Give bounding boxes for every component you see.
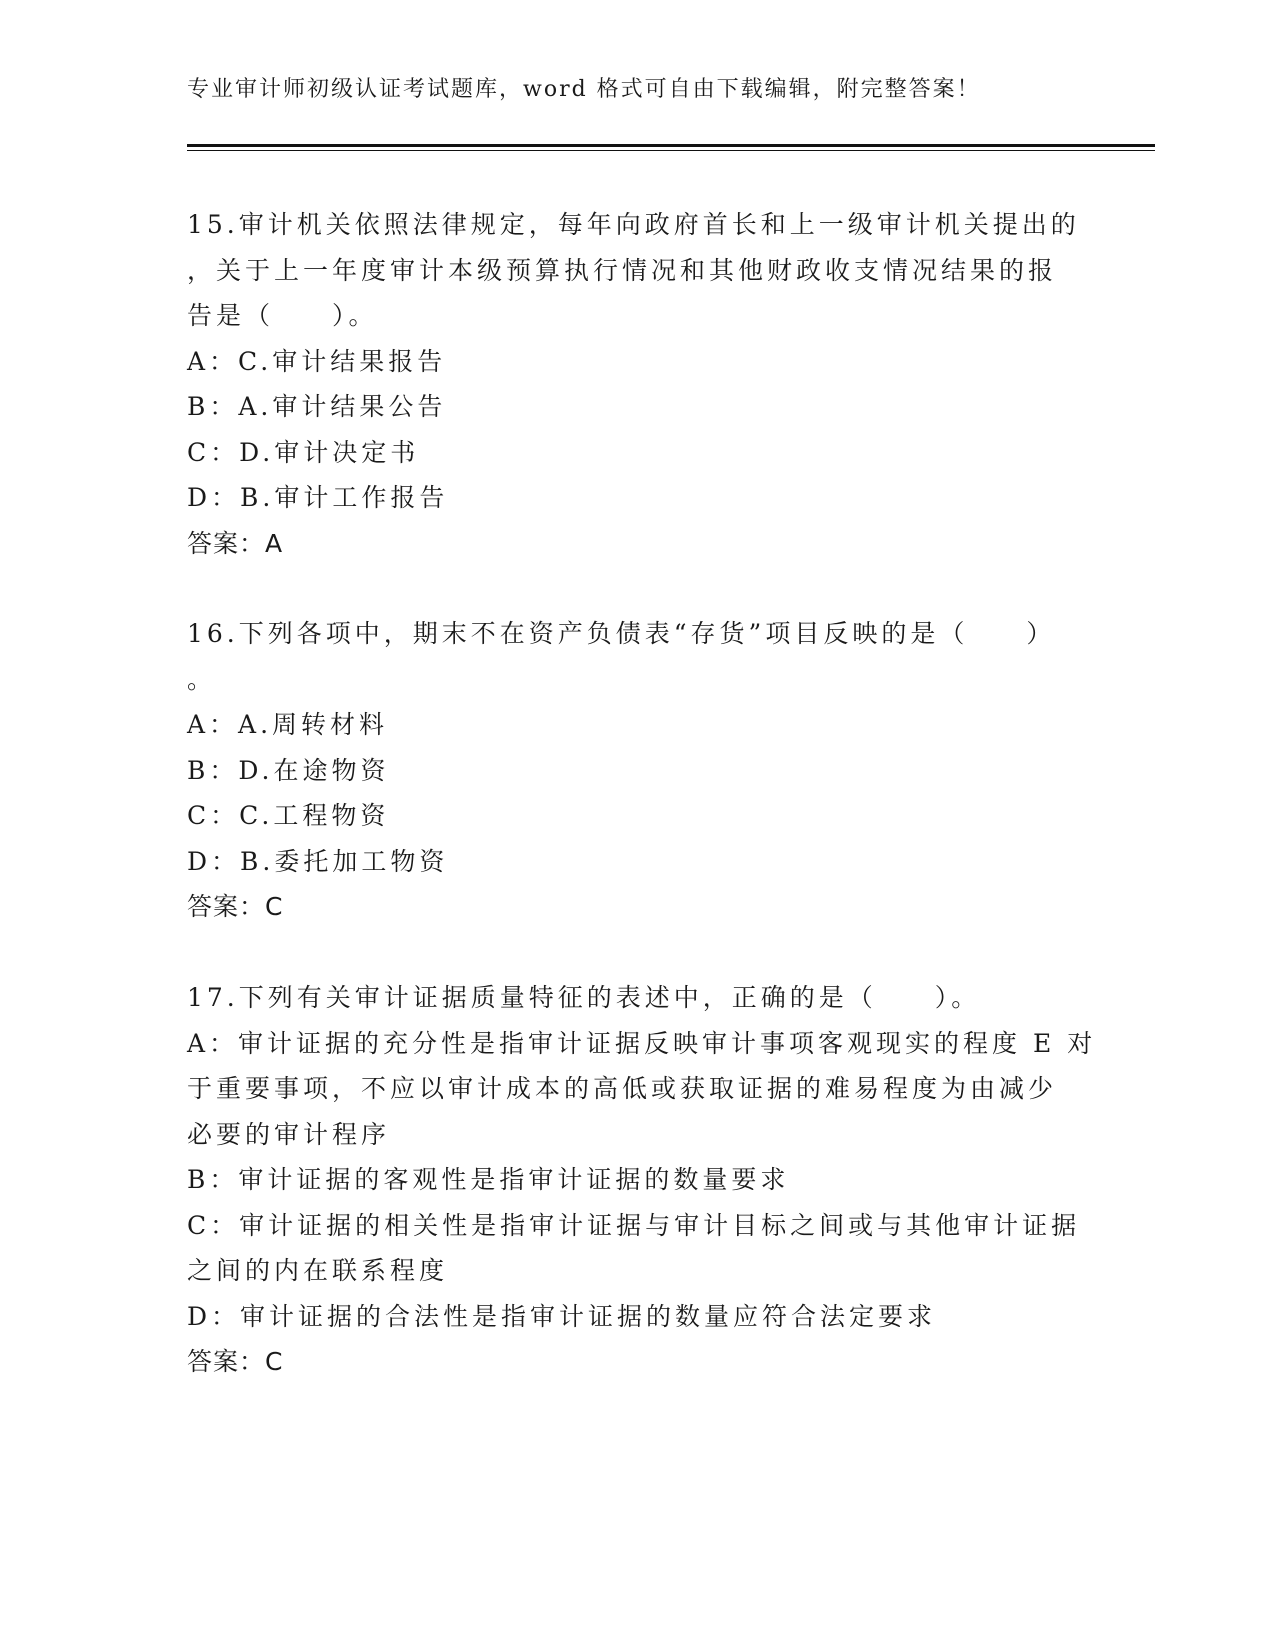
header-rule-thin [187,150,1155,151]
option-a: A：C.审计结果报告 [187,346,447,376]
question-15 [187,202,1080,566]
header-rule-thick [187,144,1155,147]
option-a-continued: 于重要事项，不应以审计成本的高低或获取证据的难易程度为由减少 [187,1074,1058,1103]
question-16 [187,611,1077,930]
question-17 [187,975,1097,1385]
option-b: B：A.审计结果公告 [187,392,447,421]
option-b: B：审计证据的客观性是指审计证据的数量要求 [187,1165,790,1194]
option-d: D：B.委托加工物资 [187,846,449,876]
option-a-continued: 必要的审计程序 [187,1119,391,1149]
option-c-continued: 之间的内在联系程度 [187,1256,449,1285]
option-c: C：C.工程物资 [187,801,390,830]
question-stem-line: 。 [187,664,217,694]
option-a: A：A.周转材料 [187,710,389,739]
answer-line: 答案：A [187,528,284,558]
answer-line: 答案：C [187,1347,284,1376]
question-stem-line: 16.下列各项中，期末不在资产负债表“存货”项目反映的是（ ） [187,619,1056,648]
question-stem-line: 告是（ ）。 [187,301,378,330]
option-b: B：D.在途物资 [187,755,390,785]
question-stem-line: 17.下列有关审计证据质量特征的表述中，正确的是（ ）。 [187,983,981,1012]
option-d: D：B.审计工作报告 [187,483,449,512]
question-stem-line: 15.审计机关依照法律规定，每年向政府首长和上一级审计机关提出的 [187,210,1080,239]
question-stem-line: ，关于上一年度审计本级预算执行情况和其他财政收支情况结果的报 [187,255,1058,285]
answer-line: 答案：C [187,892,284,921]
option-c: C：审计证据的相关性是指审计证据与审计目标之间或与其他审计证据 [187,1210,1081,1240]
page-header: 专业审计师初级认证考试题库，word 格式可自由下载编辑，附完整答案！ [187,77,981,102]
option-c: C：D.审计决定书 [187,437,420,467]
option-a: A：审计证据的充分性是指审计证据反映审计事项客观现实的程度 E 对 [187,1028,1097,1058]
option-d: D：审计证据的合法性是指审计证据的数量应符合法定要求 [187,1301,937,1331]
